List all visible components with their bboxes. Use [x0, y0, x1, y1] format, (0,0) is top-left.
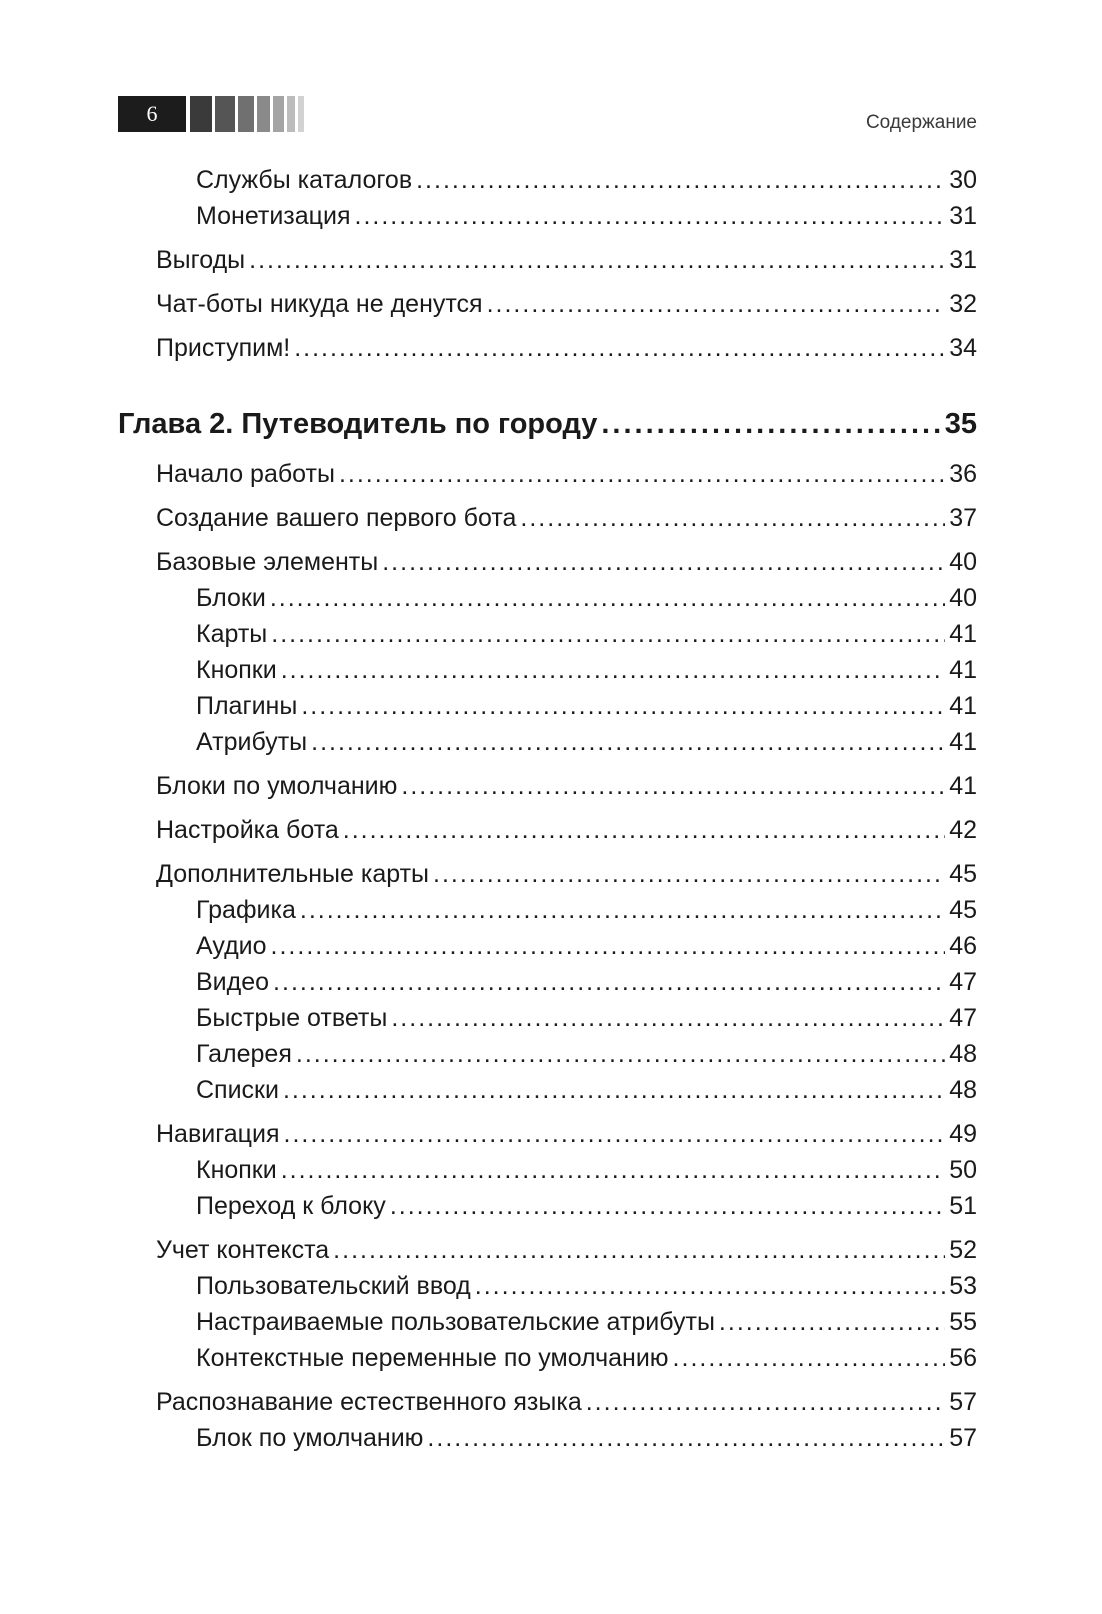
header-stripe — [190, 96, 212, 132]
toc-dot-leader — [401, 768, 945, 804]
toc-dot-leader — [284, 1116, 946, 1152]
toc-entry-title: Аудио — [196, 932, 267, 960]
toc-dot-leader — [391, 1000, 945, 1036]
toc-entry-page-number: 41 — [949, 656, 977, 684]
toc-dot-leader — [427, 1420, 945, 1456]
toc-entry-title: Начало работы — [156, 460, 335, 488]
toc-entry-title: Настраиваемые пользовательские атрибуты — [196, 1308, 715, 1336]
page-number: 6 — [118, 96, 186, 132]
toc-entry[interactable] — [118, 1036, 977, 1072]
toc-entry-title: Видео — [196, 968, 270, 996]
toc-entry[interactable] — [118, 1152, 977, 1188]
toc-entry-page-number: 30 — [949, 166, 977, 194]
toc-entry[interactable] — [118, 1188, 977, 1224]
toc-entry-page-number: 41 — [949, 728, 977, 756]
toc-dot-leader — [719, 1304, 945, 1340]
toc-entry[interactable] — [118, 242, 977, 278]
toc-entry-page-number: 57 — [949, 1388, 977, 1416]
running-title: Содержание — [865, 112, 977, 133]
toc-dot-leader — [475, 1268, 945, 1304]
toc-entry-page-number: 37 — [949, 504, 977, 532]
toc-entry[interactable] — [118, 1268, 977, 1304]
toc-entry-title: Контекстные переменные по умолчанию — [196, 1344, 669, 1372]
toc-entry-page-number: 41 — [949, 620, 977, 648]
toc-dot-leader — [311, 724, 945, 760]
toc-entry-page-number: 47 — [949, 1004, 977, 1032]
toc-dot-leader — [586, 1384, 945, 1420]
toc-entry-title: Службы каталогов — [196, 166, 413, 194]
header-stripe — [273, 96, 284, 132]
toc-entry[interactable] — [118, 456, 977, 492]
toc-entry-page-number: 41 — [949, 692, 977, 720]
toc-entry-title: Дополнительные карты — [156, 860, 430, 888]
toc-entry-page-number: 35 — [944, 408, 977, 440]
toc-dot-leader — [281, 1152, 945, 1188]
toc-entry-title: Кнопки — [196, 656, 277, 684]
toc-entry-page-number: 34 — [949, 334, 977, 362]
toc-entry[interactable] — [118, 580, 977, 616]
toc-dot-leader — [390, 1188, 945, 1224]
toc-entry-title: Навигация — [156, 1120, 280, 1148]
toc-entry[interactable] — [118, 1384, 977, 1420]
toc-entry[interactable] — [118, 892, 977, 928]
toc-entry-title: Графика — [196, 896, 296, 924]
toc-entry-title: Монетизация — [196, 202, 351, 230]
toc-entry-page-number: 40 — [949, 548, 977, 576]
toc-entry-page-number: 48 — [949, 1076, 977, 1104]
toc-entry-title: Блок по умолчанию — [196, 1424, 424, 1452]
toc-entry-title: Чат-боты никуда не денутся — [156, 290, 483, 318]
toc-entry-title: Блоки по умолчанию — [156, 772, 398, 800]
toc-entry-title: Галерея — [196, 1040, 292, 1068]
toc-entry-page-number: 48 — [949, 1040, 977, 1068]
page-header — [118, 96, 977, 134]
toc-entry-page-number: 32 — [949, 290, 977, 318]
header-stripe — [287, 96, 295, 132]
toc-entry-page-number: 50 — [949, 1156, 977, 1184]
toc-dot-leader — [283, 1072, 945, 1108]
toc-dot-leader — [249, 242, 945, 278]
toc-entry-page-number: 31 — [949, 202, 977, 230]
header-stripe — [298, 96, 304, 132]
toc-entry-title: Быстрые ответы — [196, 1004, 388, 1032]
toc-entry[interactable] — [118, 812, 977, 848]
toc-entry[interactable] — [118, 652, 977, 688]
toc-dot-leader — [271, 616, 945, 652]
toc-entry[interactable] — [118, 1000, 977, 1036]
toc-entry-title: Глава 2. Путеводитель по городу — [118, 408, 598, 440]
toc-entry-title: Выгоды — [156, 246, 246, 274]
toc-entry-title: Пользовательский ввод — [196, 1272, 471, 1300]
toc-entry[interactable] — [118, 286, 977, 322]
toc-entry-page-number: 45 — [949, 896, 977, 924]
toc-entry[interactable] — [118, 162, 977, 198]
toc-entry[interactable] — [118, 1304, 977, 1340]
toc-dot-leader — [339, 456, 945, 492]
toc-entry[interactable] — [118, 616, 977, 652]
toc-entry-page-number: 31 — [949, 246, 977, 274]
toc-entry-page-number: 47 — [949, 968, 977, 996]
toc-dot-leader — [433, 856, 945, 892]
toc-entry[interactable] — [118, 928, 977, 964]
toc-entry[interactable] — [118, 500, 977, 536]
toc-dot-leader — [270, 580, 945, 616]
toc-entry-title: Атрибуты — [196, 728, 308, 756]
header-stripe — [257, 96, 270, 132]
header-stripe — [215, 96, 235, 132]
toc-dot-leader — [271, 928, 946, 964]
toc-entry-page-number: 49 — [949, 1120, 977, 1148]
toc-dot-leader — [294, 330, 945, 366]
toc-chapter-entry[interactable] — [118, 404, 977, 444]
toc-entry-page-number: 53 — [949, 1272, 977, 1300]
toc-dot-leader — [301, 688, 945, 724]
toc-entry-page-number: 46 — [949, 932, 977, 960]
toc-entry[interactable] — [118, 1072, 977, 1108]
toc-dot-leader — [416, 162, 945, 198]
toc-dot-leader — [296, 1036, 945, 1072]
header-stripe — [238, 96, 254, 132]
toc-entry-page-number: 56 — [949, 1344, 977, 1372]
toc-dot-leader — [333, 1232, 945, 1268]
toc-dot-leader — [487, 286, 946, 322]
toc-entry-title: Распознавание естественного языка — [156, 1388, 582, 1416]
toc-entry-page-number: 42 — [949, 816, 977, 844]
toc-entry[interactable] — [118, 1420, 977, 1456]
toc-dot-leader — [382, 544, 945, 580]
toc-entry-page-number: 55 — [949, 1308, 977, 1336]
toc-entry[interactable] — [118, 724, 977, 760]
toc-entry[interactable] — [118, 1340, 977, 1376]
toc-dot-leader — [300, 892, 945, 928]
toc-entry-page-number: 52 — [949, 1236, 977, 1264]
toc-entry-page-number: 40 — [949, 584, 977, 612]
toc-entry-title: Кнопки — [196, 1156, 277, 1184]
toc-entry-title: Карты — [196, 620, 268, 648]
toc-entry-title: Переход к блоку — [196, 1192, 386, 1220]
toc-dot-leader — [355, 198, 946, 234]
toc-entry-title: Плагины — [196, 692, 298, 720]
toc-entry[interactable] — [118, 198, 977, 234]
toc-entry-title: Учет контекста — [156, 1236, 330, 1264]
toc-entry-page-number: 41 — [949, 772, 977, 800]
table-of-contents — [118, 162, 977, 1456]
toc-entry[interactable] — [118, 1116, 977, 1152]
toc-entry-title: Приступим! — [156, 334, 291, 362]
toc-dot-leader — [273, 964, 945, 1000]
toc-dot-leader — [520, 500, 945, 536]
toc-dot-leader — [673, 1340, 946, 1376]
toc-entry[interactable] — [118, 688, 977, 724]
toc-entry-title: Базовые элементы — [156, 548, 379, 576]
toc-entry[interactable] — [118, 856, 977, 892]
toc-entry-title: Списки — [196, 1076, 279, 1104]
toc-entry-page-number: 51 — [949, 1192, 977, 1220]
toc-dot-leader — [601, 404, 940, 444]
toc-entry-title: Создание вашего первого бота — [156, 504, 517, 532]
toc-dot-leader — [343, 812, 945, 848]
toc-entry-page-number: 36 — [949, 460, 977, 488]
toc-entry-page-number: 45 — [949, 860, 977, 888]
toc-entry[interactable] — [118, 768, 977, 804]
toc-entry-page-number: 57 — [949, 1424, 977, 1452]
toc-entry[interactable] — [118, 964, 977, 1000]
toc-entry[interactable] — [118, 330, 977, 366]
toc-entry-title: Блоки — [196, 584, 266, 612]
toc-dot-leader — [281, 652, 945, 688]
toc-entry-title: Настройка бота — [156, 816, 339, 844]
header-stripes-decoration — [190, 96, 307, 132]
toc-entry[interactable] — [118, 544, 977, 580]
toc-entry[interactable] — [118, 1232, 977, 1268]
